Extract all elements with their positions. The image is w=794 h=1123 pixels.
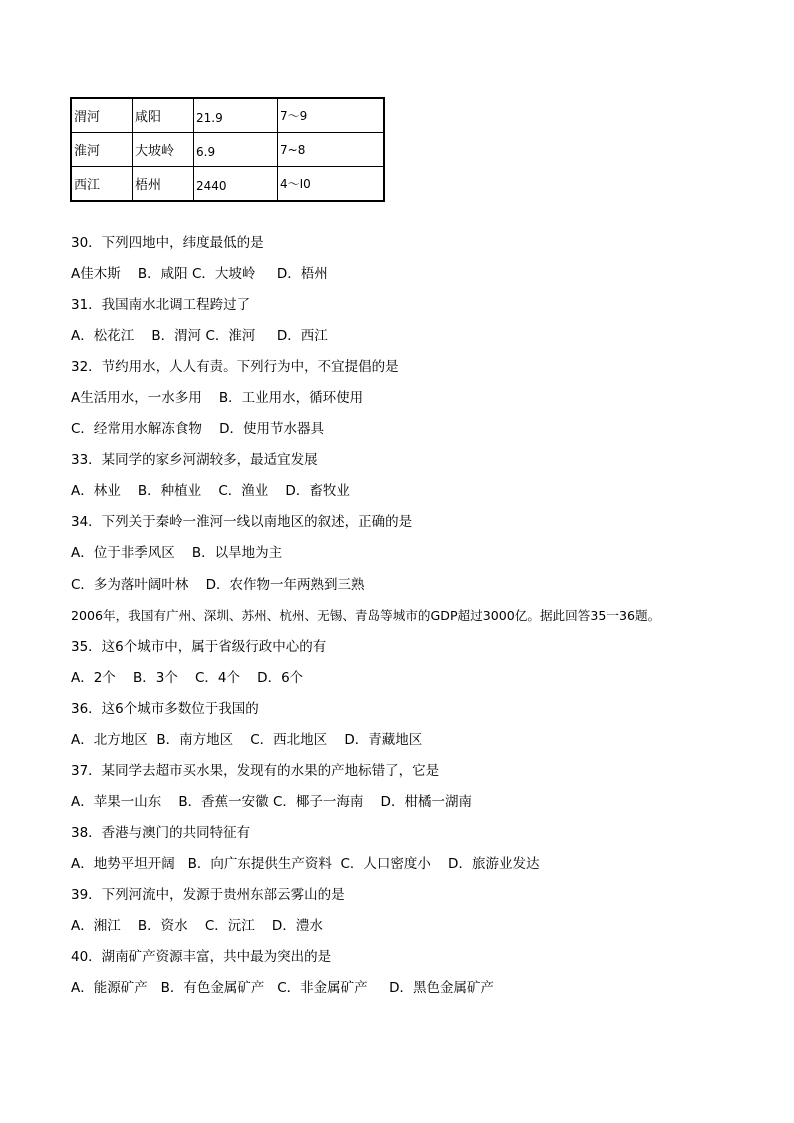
- table-cell: 淮河: [71, 133, 133, 167]
- question-stem: 37．某同学去超市买水果，发现有的水果的产地标错了，它是: [71, 762, 440, 779]
- answer-options: A．林业 B．种植业 C．渔业 D．畜牧业: [71, 483, 350, 500]
- table-cell: 大坡岭: [133, 133, 194, 167]
- table-cell: 4～I0: [278, 167, 385, 202]
- answer-options: A．湘江 B．资水 C．沅江 D．澧水: [71, 918, 323, 935]
- answer-options: A．地势平坦开阔 B．向广东提供生产资料 C．人口密度小 D．旅游业发达: [71, 855, 540, 872]
- table-cell: 7~8: [278, 133, 385, 167]
- answer-options: A．松花江 B．渭河 C．淮河 D．西江: [71, 328, 328, 345]
- answer-options: C．多为落叶阔叶林 D．农作物一年两熟到三熟: [71, 576, 365, 593]
- answer-options: A．能源矿产 B．有色金属矿产 C．非金属矿产 D．黑色金属矿产: [71, 980, 495, 997]
- answer-options: A．北方地区 B．南方地区 C．西北地区 D．青藏地区: [71, 731, 423, 748]
- question-stem: 39．下列河流中，发源于贵州东部云雾山的是: [71, 886, 345, 903]
- table-cell: 渭河: [71, 98, 133, 133]
- table-row: [71, 98, 384, 133]
- table-cell: 梧州: [133, 167, 194, 202]
- table-cell: 西江: [71, 167, 133, 202]
- question-stem: 36．这6个城市多数位于我国的: [71, 700, 259, 717]
- question-stem: 38．香港与澳门的共同特征有: [71, 824, 251, 841]
- table-cell: 咸阳: [133, 98, 194, 133]
- answer-options: A佳木斯 B．咸阳 C．大坡岭 D．梧州: [71, 266, 328, 283]
- question-stem: 34．下列关于秦岭一淮河一线以南地区的叙述，正确的是: [71, 514, 413, 531]
- river-data-table: [70, 97, 385, 202]
- table-cell: 6.9: [194, 133, 278, 167]
- answer-options: C．经常用水解冻食物 D．使用节水器具: [71, 421, 324, 438]
- answer-options: A．2个 B．3个 C．4个 D．6个: [71, 669, 304, 686]
- table-cell: 2440: [194, 167, 278, 202]
- table-cell: 7～9: [278, 98, 385, 133]
- answer-options: A．位于非季风区 B．以旱地为主: [71, 545, 283, 562]
- question-stem: 35．这6个城市中，属于省级行政中心的有: [71, 638, 327, 655]
- question-stem: 32．节约用水，人人有责。下列行为中，不宜提倡的是: [71, 359, 399, 376]
- table-row: [71, 167, 384, 202]
- answer-options: A生活用水，一水多用 B．工业用水，循环使用: [71, 390, 364, 407]
- table-cell: 21.9: [194, 98, 278, 133]
- answer-options: A．苹果一山东 B．香蕉一安徽 C．椰子一海南 D．柑橘一湖南: [71, 793, 472, 810]
- table-row: [71, 133, 384, 167]
- question-stem: 30．下列四地中，纬度最低的是: [71, 235, 264, 251]
- question-stem: 33．某同学的家乡河湖较多，最适宜发展: [71, 452, 318, 469]
- material-passage: 2006年，我国有广州、深圳、苏州、杭州、无锡、青岛等城市的GDP超过3000亿。据此回答35一36题。: [71, 607, 661, 623]
- question-list: [71, 231, 771, 1007]
- question-stem: 31．我国南水北调工程跨过了: [71, 297, 251, 314]
- question-stem: 40．湖南矿产资源丰富，共中最为突出的是: [71, 949, 332, 966]
